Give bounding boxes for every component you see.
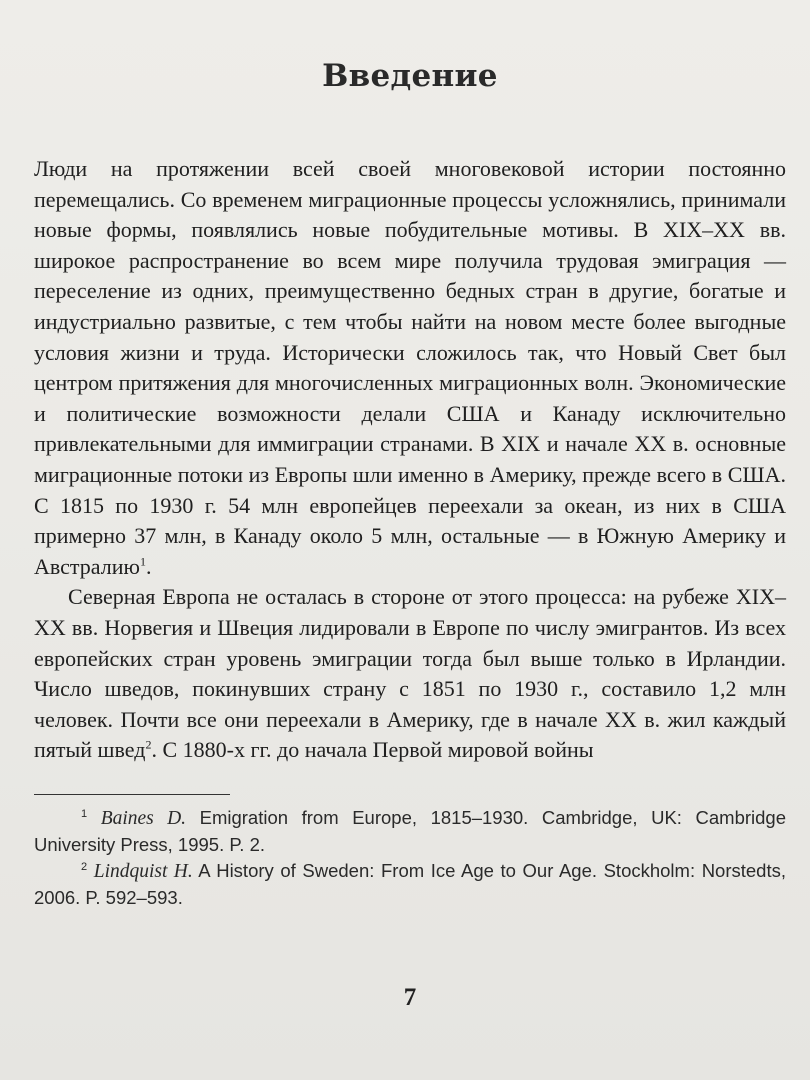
body-text (34, 154, 786, 766)
paragraph-1 (34, 154, 786, 582)
footnote-2 (34, 858, 786, 911)
book-page (34, 54, 786, 1054)
chapter-title: Введение (322, 58, 498, 94)
paragraph-2-tail: . С 1880-х гг. до начала Первой мировой войны (151, 737, 594, 763)
footnote-1 (34, 805, 786, 858)
paragraph-2 (34, 582, 786, 766)
footnote-1-number: 1 (81, 807, 88, 820)
footnote-ref-1: 1 (139, 554, 146, 569)
footnote-ref-2: 2 (145, 737, 152, 752)
footnote-divider (34, 794, 230, 795)
footnote-2-author: Lindquist H. (93, 860, 193, 882)
page-number: 7 (403, 984, 417, 1011)
paragraph-1-text: Люди на протяжении всей своей многовековой истории постоянно перемещались. Со временем миграционные процессы усложнялись, принимали новые формы, появлялись новые побудительные мотивы. В XIX–XX вв. широкое распространение во всем мире получила трудовая эмиграция — переселение из одних, преимущественно бедных стран в другие, богатые и индустриально развитые, с тем чтобы найти на новом месте более выгодные условия жизни и труда. Исторически сложилось так, что Новый Свет был центром притяжения для многочисленных миграционных волн. Экономические и политические возможности делали США и Канаду исключительно привлекательными для иммиграции странами. В XIX и начале XX в. основные миграционные потоки из Европы шли именно в Америку, прежде всего в США. С 1815 по 1930 г. 54 млн европейцев переехали за океан, из них в США примерно 37 млн, в Канаду около 5 млн, остальные — в Южную Америку и Австралию (34, 156, 786, 579)
paragraph-1-tail: . (145, 553, 152, 579)
footnote-2-text: A History of Sweden: From Ice Age to Our Age. Stockholm: Norstedts, 2006. P. 592–593. (34, 859, 786, 908)
footnote-2-number: 2 (81, 860, 88, 873)
footnotes (34, 805, 786, 911)
footnote-1-author: Baines D. (100, 807, 187, 829)
paragraph-2-text: Северная Европа не осталась в стороне от этого процесса: на рубеже XIX–XX вв. Норвегия и Швеция лидировали в Европе по числу эмигрантов. Из всех европейских стран уровень эмиграции тогда был выше только в Ирландии. Число шведов, покинувших страну с 1851 по 1930 г., составило 1,2 млн человек. Почти все они переехали в Америку, где в начале XX в. жил каждый пятый швед (34, 584, 786, 763)
footnote-1-text: Emigration from Europe, 1815–1930. Cambridge, UK: Cambridge University Press, 1995. P. 2. (34, 806, 786, 855)
